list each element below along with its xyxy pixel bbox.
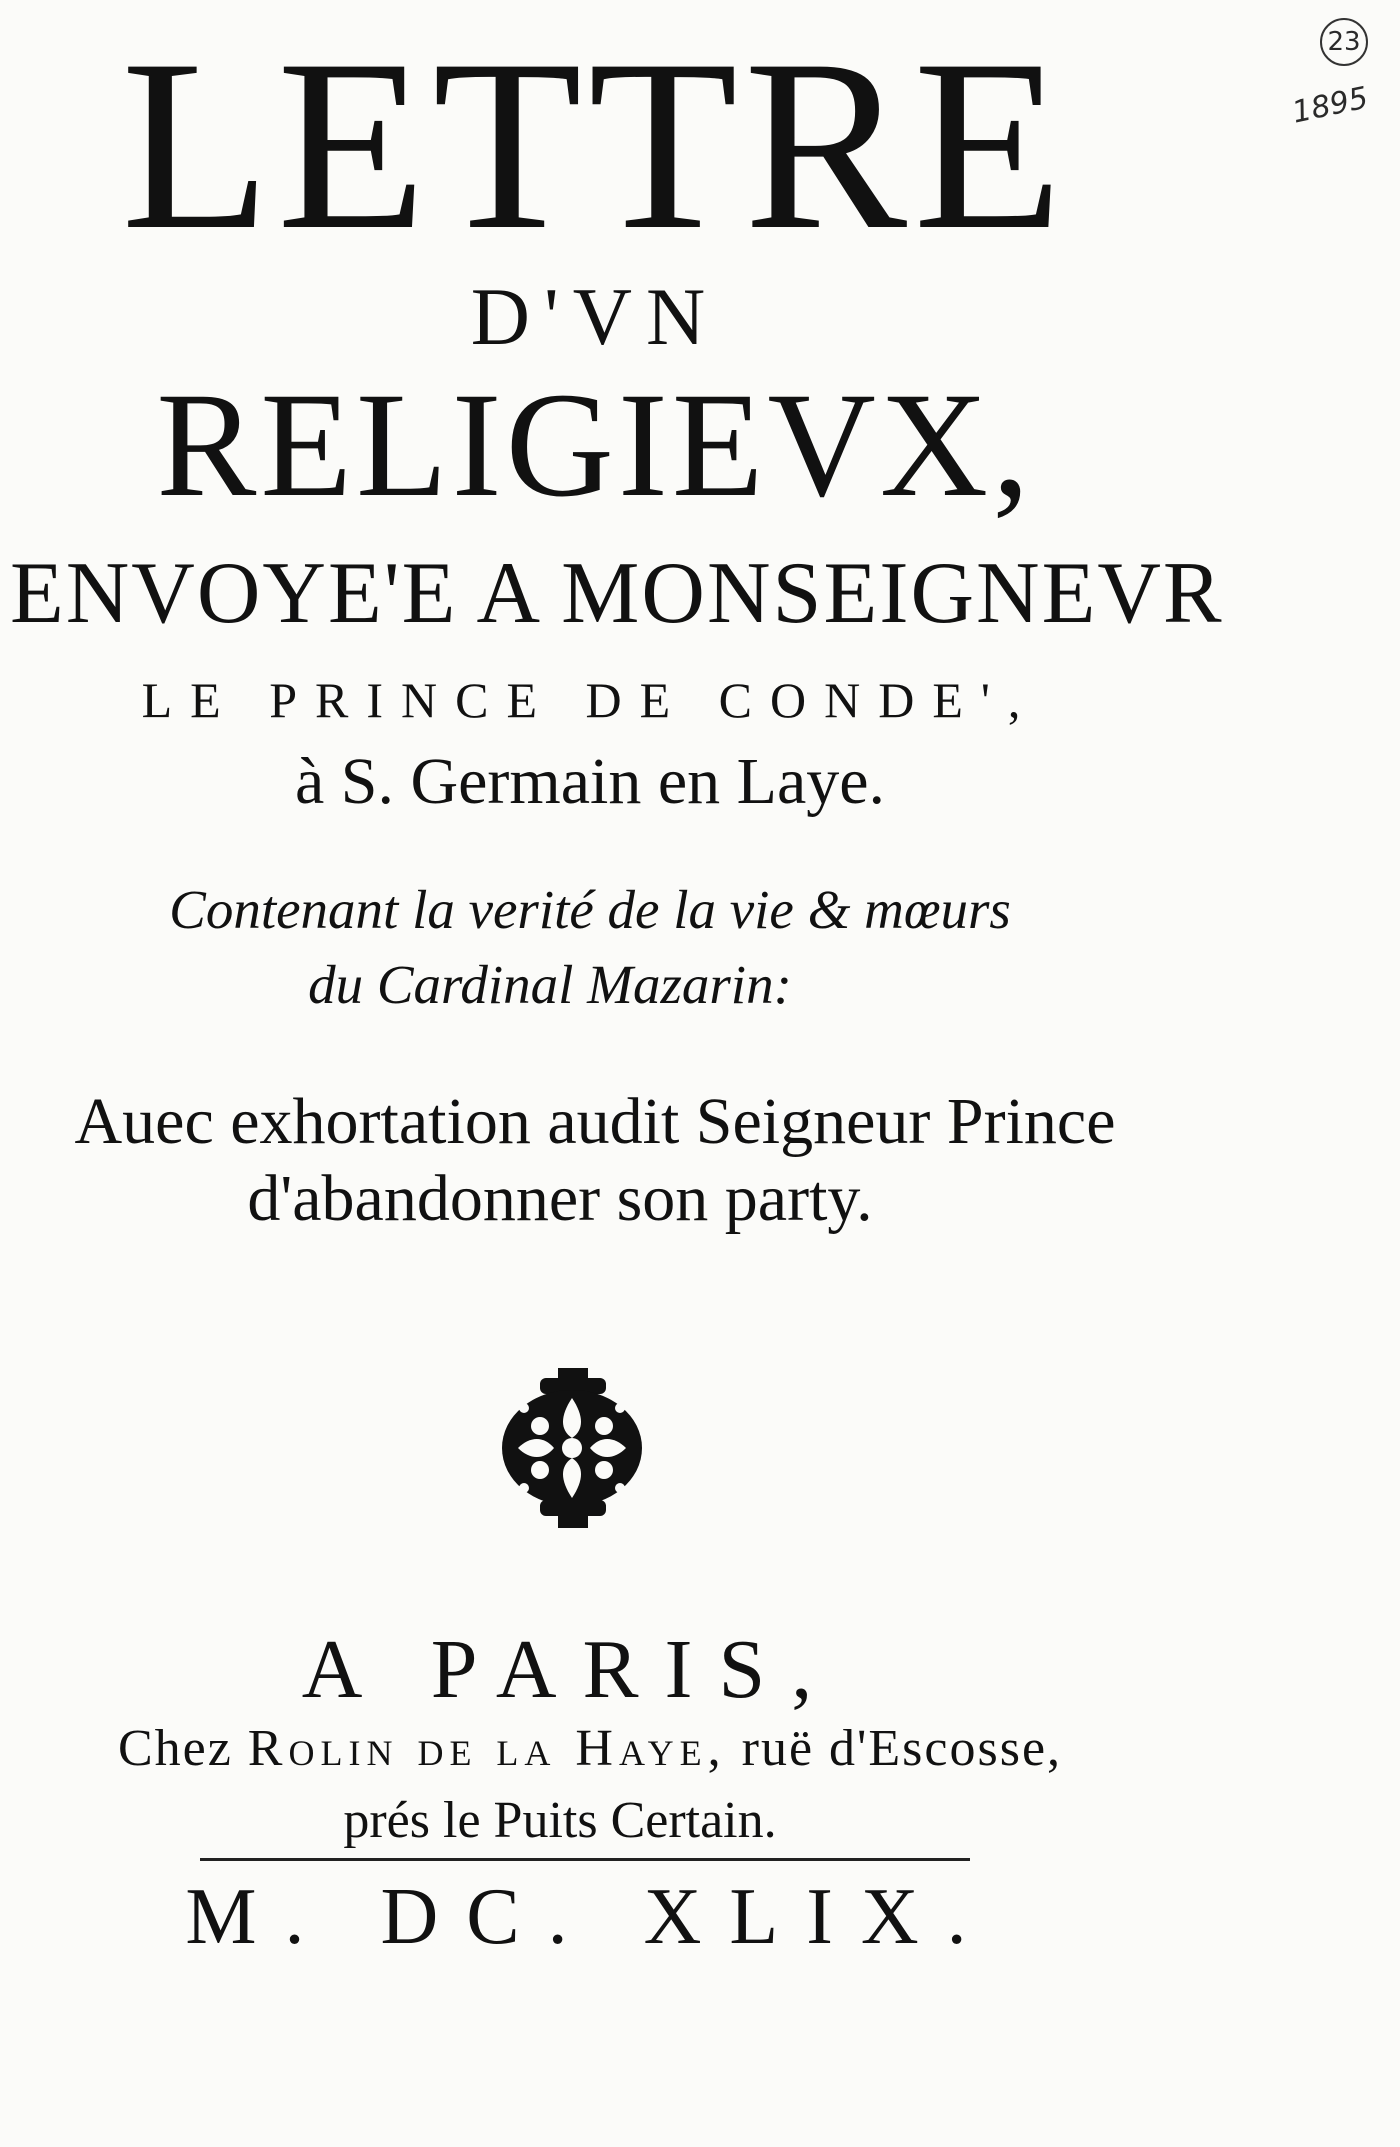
imprint-street: ruë d'Escosse, — [741, 1720, 1063, 1777]
imprint-printer: Rolin de la Haye, — [247, 1720, 727, 1777]
exhortation-line-1: Auec exhortation audit Seigneur Prince — [74, 1085, 1116, 1158]
exhortation-line-2: d'abandonner son party. — [247, 1162, 873, 1235]
imprint-city: A PARIS, — [301, 1623, 839, 1716]
divider-rule — [200, 1858, 970, 1861]
subtitle-religieux: RELIGIEVX, — [156, 362, 1034, 528]
subtitle-dun: D'VN — [470, 271, 720, 362]
handwritten-number: 1895 — [1289, 80, 1372, 131]
handwritten-circled-number: 23 — [1320, 18, 1368, 66]
imprint-chez: Chez — [117, 1720, 233, 1777]
imprint-near: prés le Puits Certain. — [343, 1792, 777, 1849]
imprint-date: M. DC. XLIX. — [185, 1873, 995, 1961]
printers-ornament-fleuron-icon — [500, 1368, 645, 1528]
line-envoye: ENVOYE'E A MONSEIGNEVR — [10, 545, 1224, 642]
line-prince: LE PRINCE DE CONDE', — [141, 672, 1039, 728]
description-line-2: du Cardinal Mazarin: — [308, 954, 792, 1015]
page-title: LETTRE — [121, 9, 1069, 280]
description-line-1: Contenant la verité de la vie & mœurs — [169, 879, 1011, 940]
line-germain: à S. Germain en Laye. — [294, 745, 886, 818]
imprint-printer-line — [20, 1720, 1160, 1778]
